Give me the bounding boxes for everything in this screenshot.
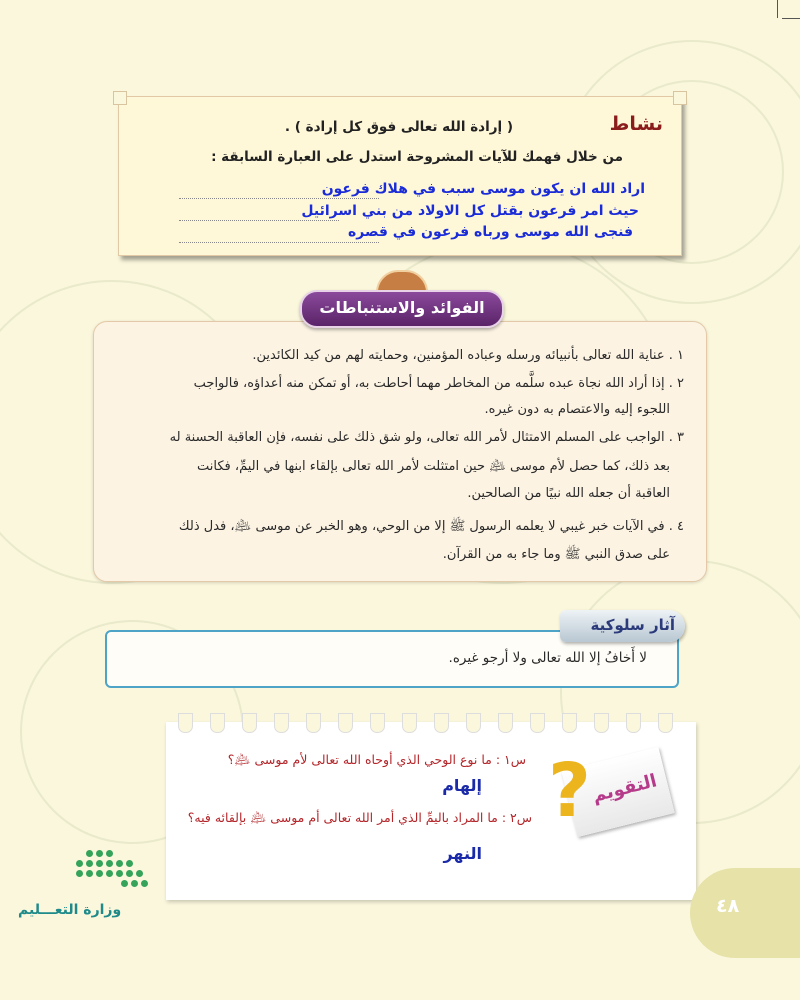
activity-title: نشاط: [609, 113, 663, 135]
activity-answer-3: فنجى الله موسى ورباه فرعون في قصره: [348, 224, 633, 240]
evaluation-question-2: س٢ : ما المراد باليمِّ الذي أمر الله تعالى أم موسى ﵇ بإلقائه فيه؟: [187, 810, 532, 825]
evaluation-answer-1: إلهام: [442, 776, 482, 795]
crop-marks: [760, 0, 800, 40]
benefit-line-5: بعد ذلك، كما حصل لأم موسى ﵇ حين امتثلت لأمر الله تعالى بإلقاء ابنها في اليمِّ، فكانت: [197, 459, 670, 474]
benefit-line-8: على صدق النبي ﷺ وما جاء به من القرآن.: [442, 547, 670, 562]
benefits-title: الفوائد والاستنباطات: [319, 298, 485, 317]
activity-box: [118, 96, 682, 256]
evaluation-answer-2: النهر: [443, 844, 482, 863]
page-number: ٤٨: [716, 895, 740, 917]
benefit-line-4: ٣ . الواجب على المسلم الامتثال لأمر الله تعالى، ولو شق ذلك على نفسه، فإن العاقبة الحسنة له: [169, 430, 684, 445]
evaluation-question-1: س١ : ما نوع الوحي الذي أوحاه الله تعالى لأم موسى ﵇؟: [227, 752, 526, 767]
benefit-line-3: اللجوء إليه والاعتصام به دون غيره.: [484, 402, 670, 417]
benefit-line-6: العاقبة أن جعله الله نبيًا من الصالحين.: [467, 486, 670, 501]
answer-line-dots-1: [179, 197, 379, 199]
behavioral-title: آثار سلوكية: [590, 616, 675, 634]
answer-line-dots-2: [179, 219, 339, 221]
behavioral-title-scroll: [560, 610, 685, 642]
evaluation-title: التقويم: [590, 770, 659, 807]
benefits-box: [93, 321, 707, 582]
activity-answer-2: حيث امر فرعون بقتل كل الاولاد من بني اسرائيل: [301, 203, 639, 219]
question-mark-icon: ?: [548, 748, 591, 834]
answer-line-dots-3: [179, 241, 379, 243]
benefit-line-1: ١ . عناية الله تعالى بأنبيائه ورسله وعباده المؤمنين، وحمايته لهم من كيد الكائدين.: [252, 348, 684, 363]
activity-quote: ( إرادة الله تعالى فوق كل إرادة ) .: [284, 119, 513, 135]
benefit-line-7: ٤ . في الآيات خبر غيبي لا يعلمه الرسول ﷺ إلا من الوحي، وهو الخبر عن موسى ﵇، فدل ذلك: [178, 519, 684, 534]
ministry-logo-text: وزارة التعـــليم: [18, 902, 122, 918]
activity-answer-1: اراد الله ان يكون موسى سبب في هلاك فرعون: [321, 181, 645, 197]
page-number-tab: [690, 868, 800, 958]
evaluation-badge: [548, 738, 676, 858]
benefits-title-banner: [300, 290, 504, 328]
behavioral-text: لا أَخافُ إلا الله تعالى ولا أرجو غيره.: [448, 650, 647, 666]
benefit-line-2: ٢ . إذا أراد الله نجاة عبده سلَّمه من المخاطر مهما أحاطت به، أو تمكن منه أعداؤه، فالواجب: [193, 376, 684, 391]
paper-holes: [178, 713, 678, 733]
ministry-logo-icon: [76, 850, 156, 892]
activity-instruction: من خلال فهمك للآيات المشروحة استدل على العبارة السابقة :: [211, 149, 623, 165]
